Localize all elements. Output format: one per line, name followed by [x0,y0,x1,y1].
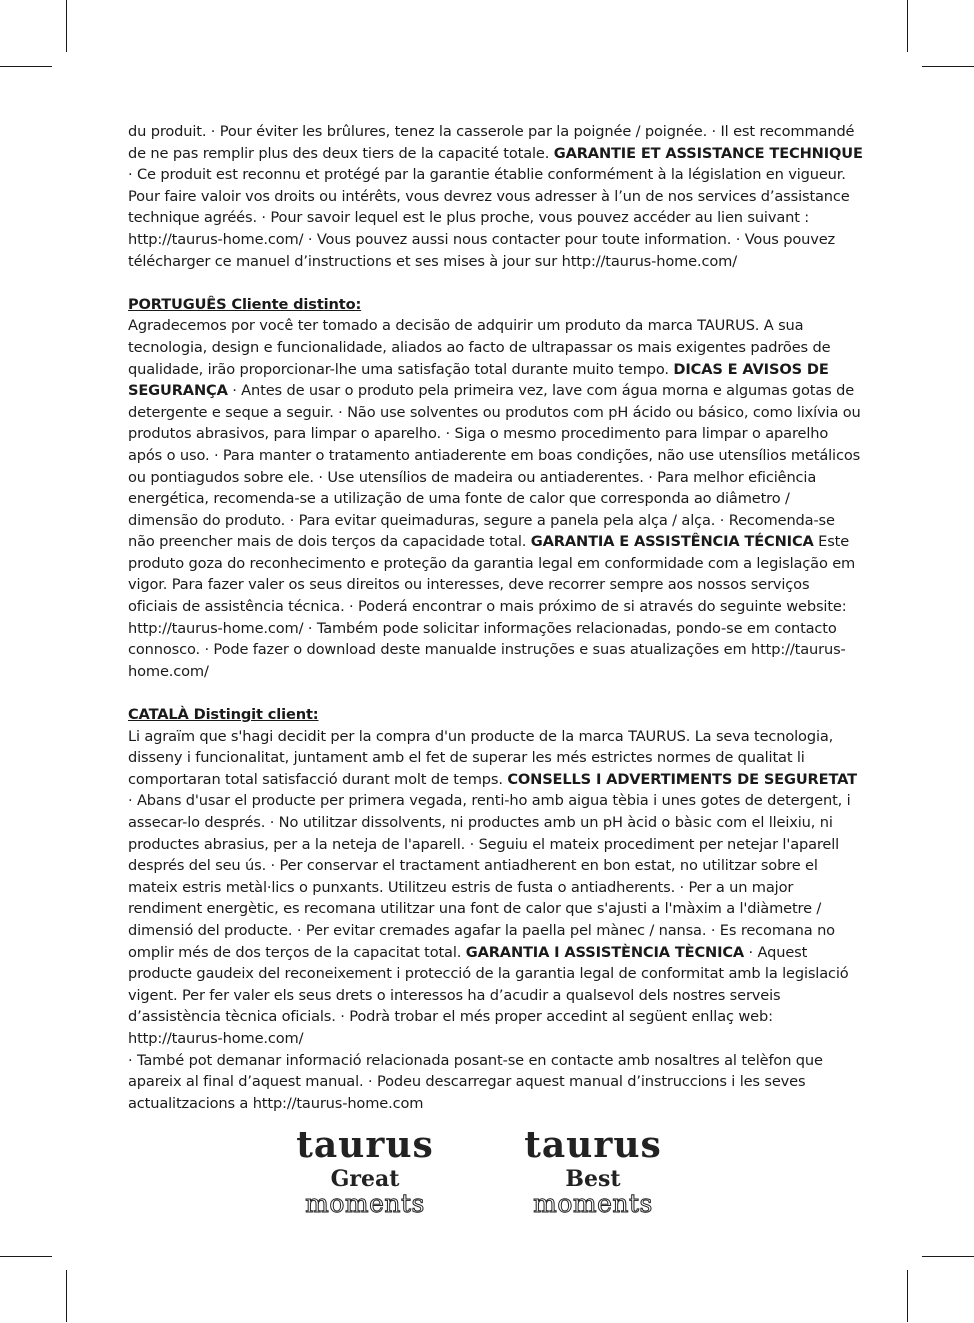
section-title: CONSELLS I ADVERTIMENTS DE SEGURETAT [507,770,857,788]
crop-mark [0,1256,52,1257]
text-run: · Abans d'usar el producte per primera vegada, renti-ho amb aigua tèbia i unes gotes de detergent, i assecar-lo després. · No utilitzar dissolvents, ni productes amb un pH àcid o bàsic com el lleixiu, ni productes abrasius, per a la neteja de l'aparell. · Seguiu el mateix procediment per netejar l'aparell després del seu ús. · Per conservar el tractament antiadherent en bon estat, no utilitzar sobre el mateix estris metàl·lics o punxants. Utilitzeu estris de fusta o antiadherents. · Per a un major rendiment energètic, es recomana utilitzar una font de calor que s'ajusti a l'màxim a l'diàmetre / dimensió del producte. · Per evitar cremades agafar la paella pel mànec / nansa. · Es recomana no omplir més de dos terços de la capacitat total. [128,792,851,961]
text-run: Li agraïm que s'hagi decidit per la compra d'un producte de la marca TAURUS. La seva tecnologia, disseny i funcionalitat, juntament amb el fet de superar les més estrictes normes de qualitat li comportaran total satisfacció durant molt de temps. [128,727,834,788]
ca-paragraph [128,726,863,1050]
pt-paragraph [128,315,863,682]
crop-mark [907,1270,908,1322]
crop-mark [907,0,908,52]
tagline-outline: moments [305,1189,425,1218]
pt-heading: PORTUGUÊS Cliente distinto: [128,295,362,313]
ca-heading: CATALÀ Distingit client: [128,706,319,724]
section-title: GARANTIE ET ASSISTANCE TECHNIQUE [553,144,863,162]
section-title: GARANTIA E ASSISTÊNCIA TÉCNICA [530,533,814,551]
tagline-word: Great [330,1166,400,1192]
text-run: du produit. · Pour éviter les brûlures, tenez la casserole par la poignée / poignée. · Il est recommandé de ne pas remplir plus des deux tiers de la capacité totale. [128,123,855,162]
logo-best-moments [498,1125,688,1217]
brand-logo: taurus [296,1124,434,1166]
ca-paragraph-2: · També pot demanar informació relacionada posant-se en contacte amb nosaltres al telèfon que apareix al final d’aquest manual. · Podeu descarregar aquest manual d’instruccions i les seves actualitzacions a http://taurus-home.com [128,1051,823,1112]
logo-great-moments [270,1125,460,1217]
text-run: Agradecemos por você ter tomado a decisão de adquirir um produto da marca TAURUS. A sua tecnologia, design e funcionalidade, aliados ao facto de ultrapassar os mais exigentes padrões de qualidade, irão proporcionar-lhe uma satisfação total durante muito tempo. [128,317,831,378]
text-run: · Ce produit est reconnu et protégé par la garantie établie conformément à la législation en vigueur. Pour faire valoir vos droits ou intérêts, vous devrez vous adresser à l’un de nos services d’assistance technique agréés. · Pour savoir lequel est le plus proche, vous pouvez accéder au lien suivant : http://taurus-home.com/ · Vous pouvez aussi nous contacter pour toute information. · Vous pouvez télécharger ce manuel d’instructions et ses mises à jour sur http://taurus-home.com/ [128,166,850,270]
text-run: Este produto goza do reconhecimento e proteção da garantia legal em conformidade com a legislação em vigor. Para fazer valer os seus direitos ou interesses, deve recorrer sempre aos nossos serviços oficiais de assistência técnica. · Poderá encontrar o mais próximo de si através do seguinte website: http://taurus-home.com/ · Também pode solicitar informações relacionadas, pondo-se em contacto connosco. · Pode fazer o download deste manualde instruções e suas atualizações em http://taurus-home.com/ [128,533,856,680]
crop-mark [0,66,52,67]
tagline-word: Best [565,1166,621,1192]
section-title: GARANTIA I ASSISTÈNCIA TÈCNICA [465,943,745,961]
text-run: · Aquest producte gaudeix del reconeixement i protecció de la garantia legal de conformitat amb la legislació vigent. Per fer valer els seus drets o interessos ha d’acudir a qualsevol dels nostres serveis d’assistència tècnica oficials. · Podrà trobar el més proper accedint al següent enllaç web: http://taurus-home.com/ [128,943,849,1047]
section-title: DICAS E AVISOS DE SEGURANÇA [128,360,829,400]
crop-mark [922,66,974,67]
text-run: · Antes de usar o produto pela primeira vez, lave com água morna e algumas gotas de detergente e seque a seguir. · Não use solventes ou produtos com pH ácido ou básico, como lixívia ou produtos abrasivos, para limpar o aparelho. · Siga o mesmo procedimento para limpar o aparelho após o uso. · Para manter o tratamento antiaderente em boas condições, não use utensílios metálicos ou pontiagudos sobre ele. · Use utensílios de madeira ou antiaderentes. · Para melhor eficiência energética, recomenda-se a utilização de uma fonte de calor que corresponda ao diâmetro / dimensão do produto. · Para evitar queimaduras, segure a panela pela alça / alça. · Recomenda-se não preencher mais de dois terços da capacidade total. [128,382,861,551]
fr-paragraph [128,121,863,272]
tagline-outline: moments [533,1189,653,1218]
crop-mark [66,1270,67,1322]
crop-mark [66,0,67,52]
logos [270,1125,700,1225]
manual-text [128,121,863,1114]
crop-mark [922,1256,974,1257]
brand-logo: taurus [524,1124,662,1166]
